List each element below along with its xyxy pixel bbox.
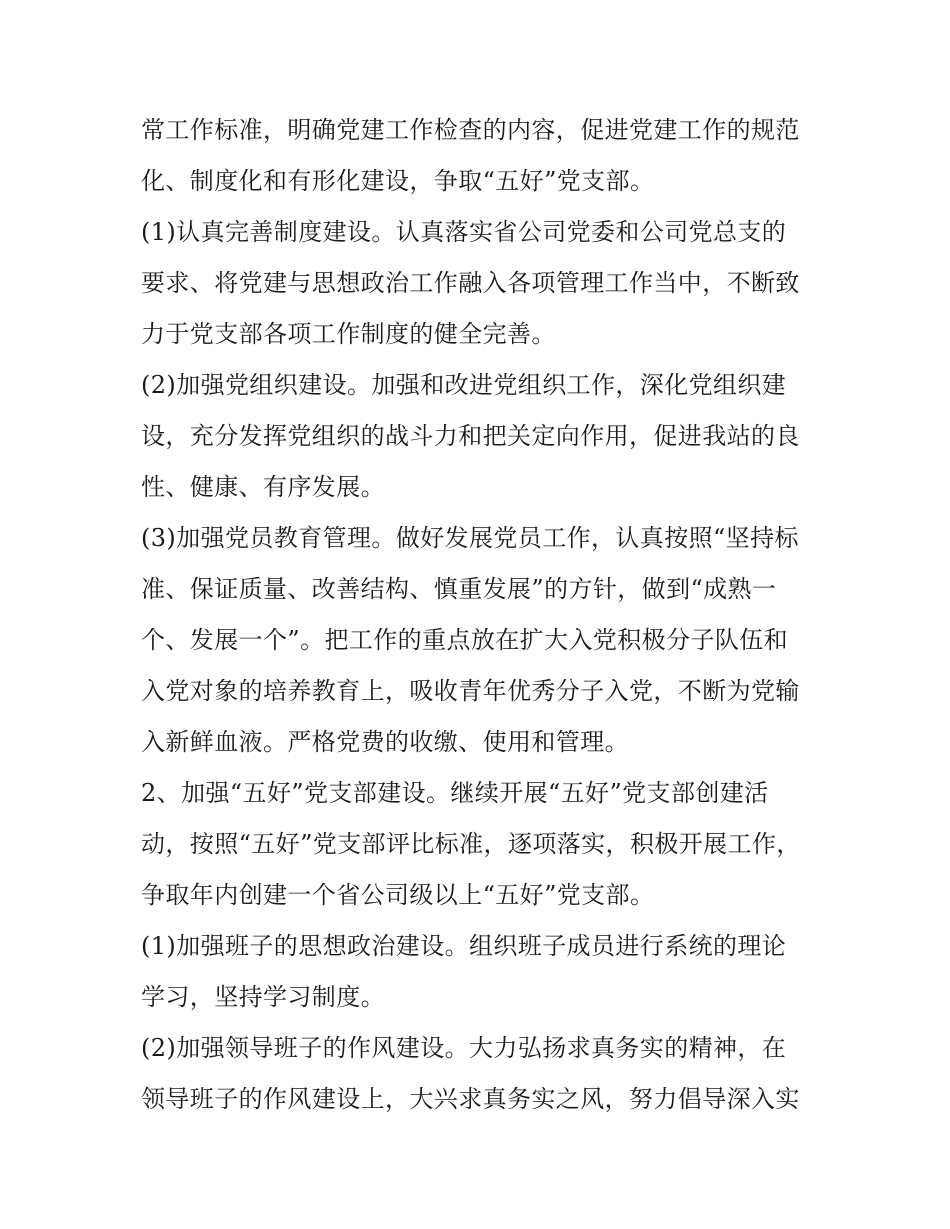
text-line: 性、健康、有序发展。 (141, 473, 385, 501)
document-body (141, 105, 821, 1125)
text-line: 动，按照“五好”党支部评比标准，逐项落实，积极开展工作， (141, 830, 801, 858)
text-line: (3)加强党员教育管理。做好发展党员工作，认真按照“坚持标 (141, 524, 799, 552)
text-line: 常工作标准，明确党建工作检查的内容，促进党建工作的规范 (141, 116, 800, 144)
text-line: 个、发展一个”。把工作的重点放在扩大入党积极分子队伍和 (141, 626, 789, 654)
text-line: (1)认真完善制度建设。认真落实省公司党委和公司党总支的 (141, 218, 787, 246)
text-line: 入党对象的培养教育上，吸收青年优秀分子入党，不断为党输 (141, 677, 800, 705)
text-line: 入新鲜血液。严格党费的收缴、使用和管理。 (141, 728, 629, 756)
text-line: (1)加强班子的思想政治建设。组织班子成员进行系统的理论 (141, 932, 787, 960)
text-line: 力于党支部各项工作制度的健全完善。 (141, 320, 556, 348)
text-line: 学习，坚持学习制度。 (141, 983, 385, 1011)
text-line: (2)加强党组织建设。加强和改进党组织工作，深化党组织建 (141, 371, 787, 399)
text-line: 设，充分发挥党组织的战斗力和把关定向作用，促进我站的良 (141, 422, 800, 450)
text-line: 争取年内创建一个省公司级以上“五好”党支部。 (141, 881, 655, 909)
text-line: (2)加强领导班子的作风建设。大力弘扬求真务实的精神，在 (141, 1034, 787, 1062)
text-line: 2、加强“五好”党支部建设。继续开展“五好”党支部创建活 (141, 779, 769, 807)
text-line: 要求、将党建与思想政治工作融入各项管理工作当中，不断致 (141, 269, 800, 297)
text-line: 化、制度化和有形化建设，争取“五好”党支部。 (141, 167, 655, 195)
text-line: 准、保证质量、改善结构、慎重发展”的方针，做到“成熟一 (141, 575, 777, 603)
text-line: 领导班子的作风建设上，大兴求真务实之风，努力倡导深入实 (141, 1085, 800, 1113)
